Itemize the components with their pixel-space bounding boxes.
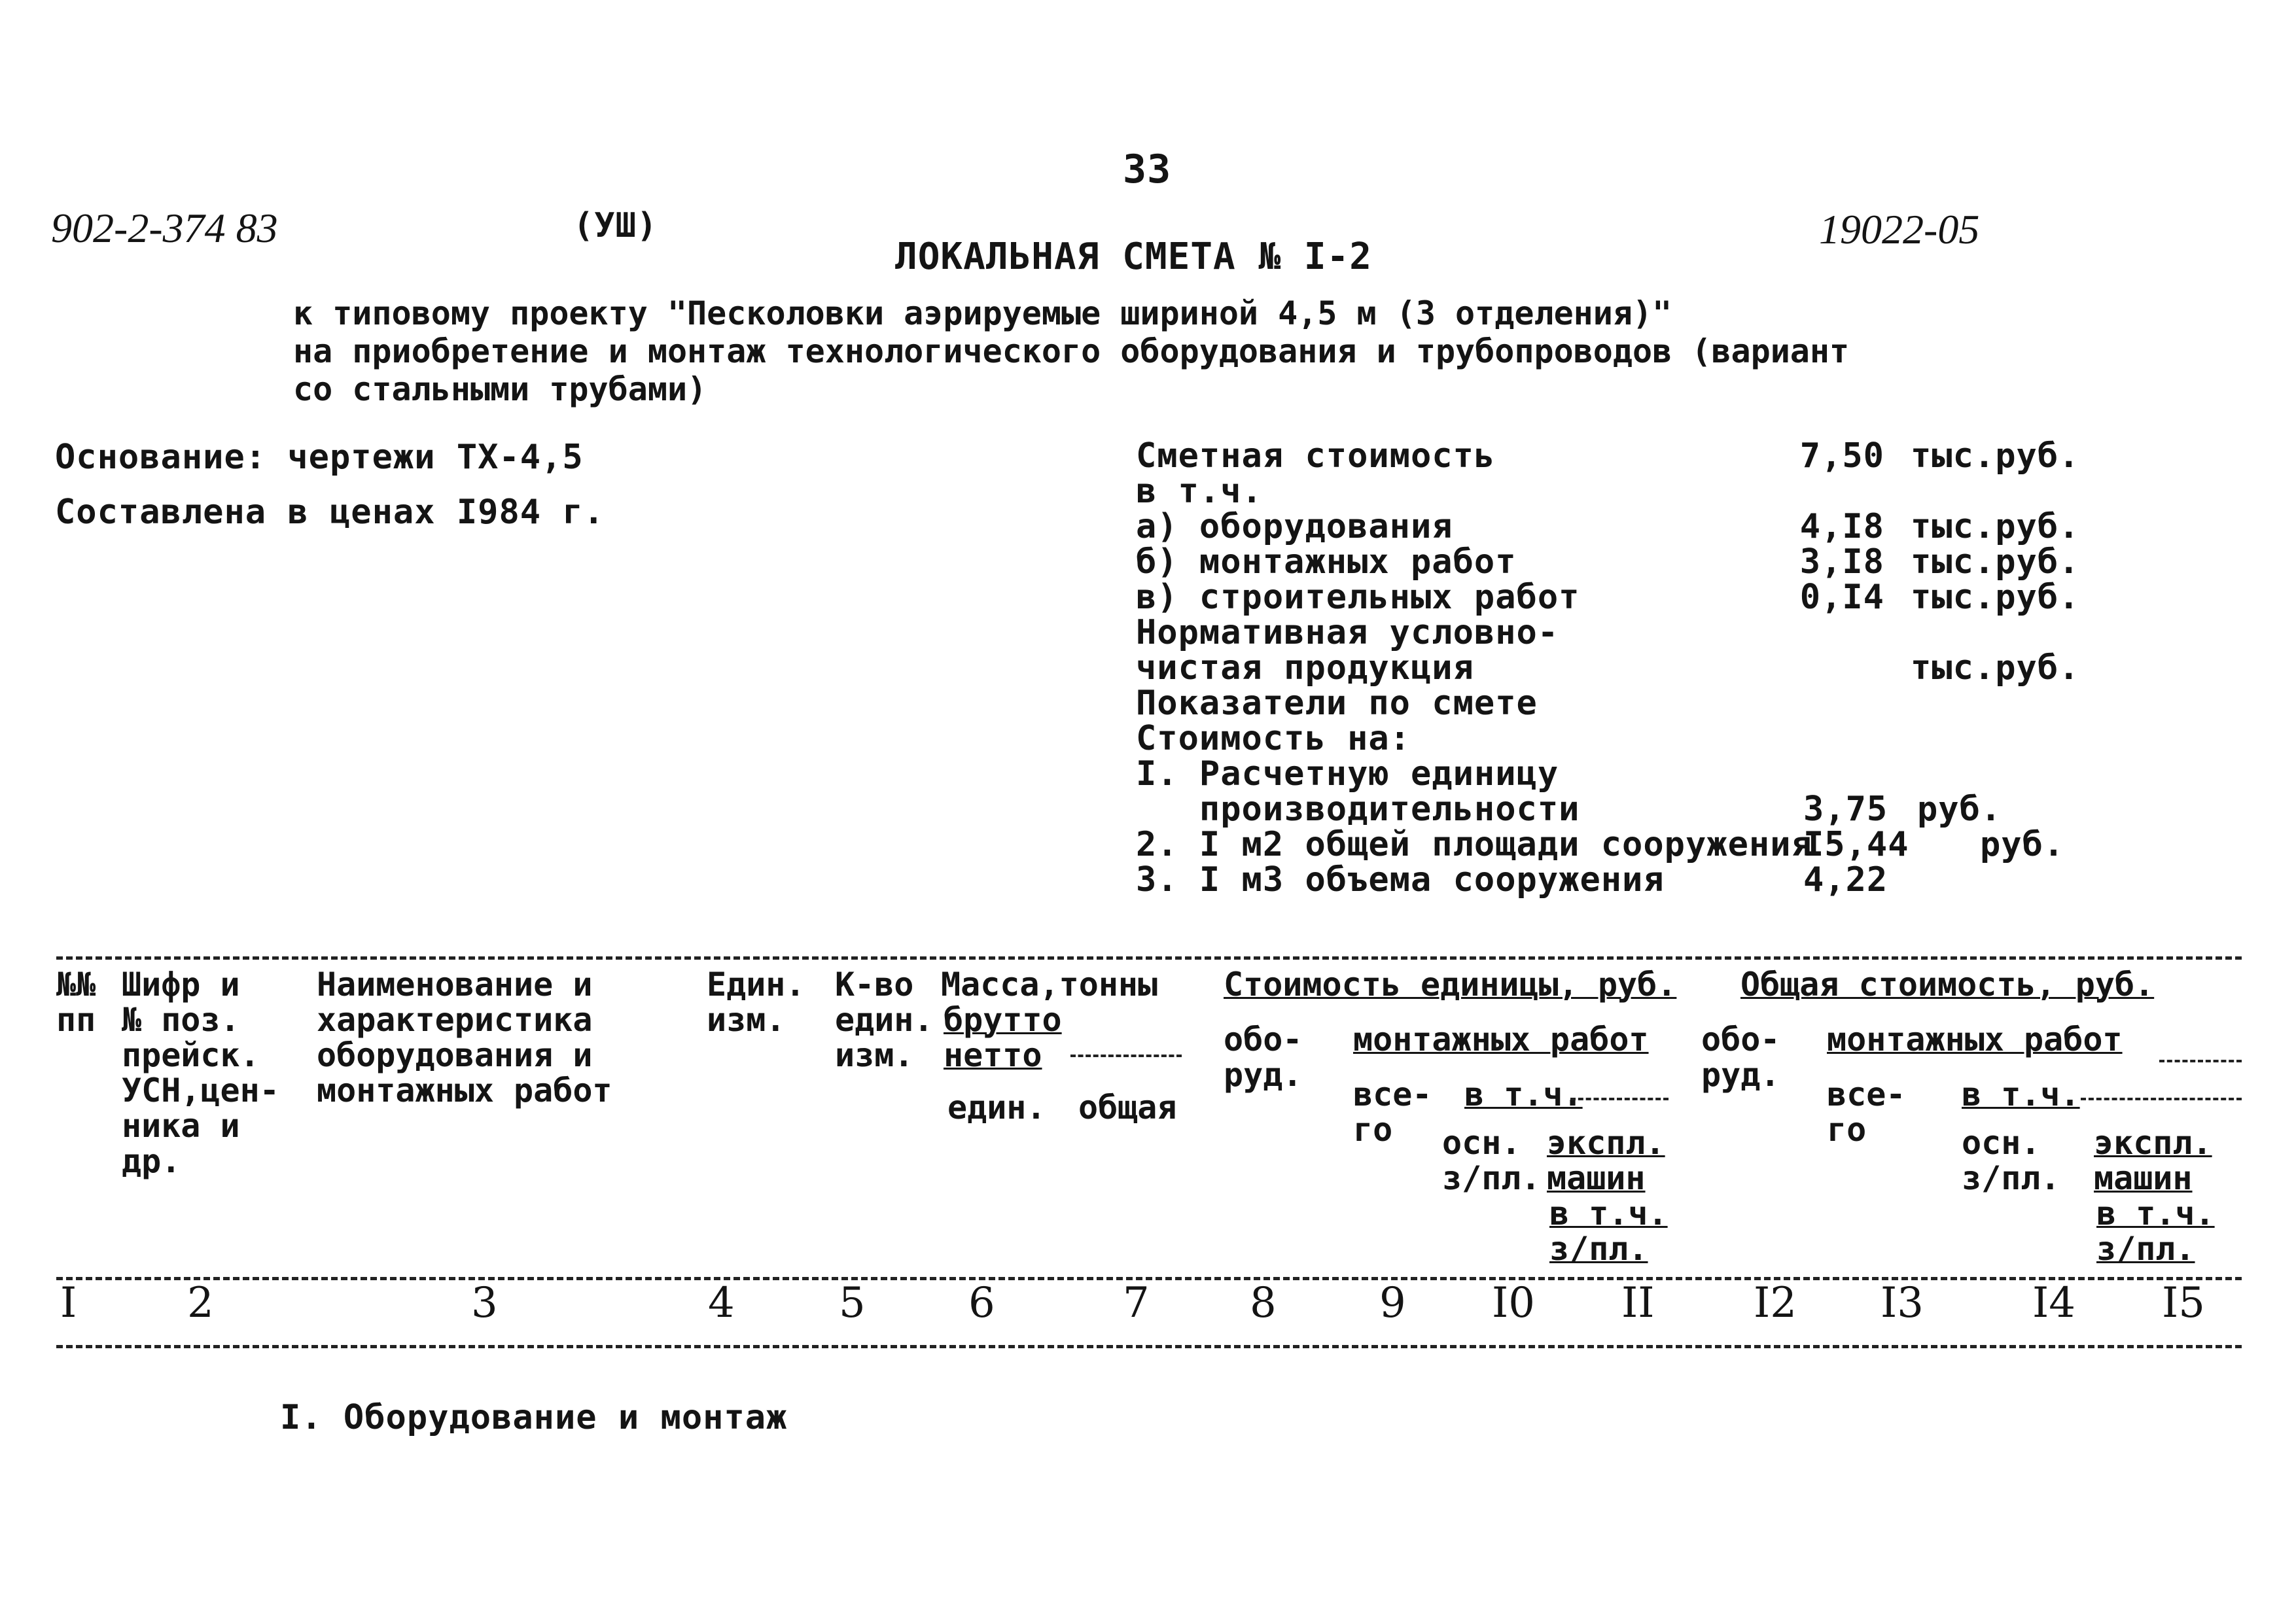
cost-label: б) монтажных работ [1136, 542, 1517, 582]
cost-value: 7,50 [1799, 436, 1884, 476]
total-base-wage-label: осн. з/пл. [1962, 1124, 2060, 1197]
cost-unit: тыс.руб. [1911, 436, 2080, 476]
total-total-label: все- го [1827, 1075, 1906, 1149]
cost-unit: тыс.руб. [1911, 648, 2080, 688]
cost-label: производительности [1136, 790, 1580, 829]
column-number: I2 [1754, 1279, 1797, 1327]
cost-label: Стоимость на: [1136, 719, 1411, 758]
unit-equipment-label: обо- руд. [1224, 1021, 1303, 1094]
cost-unit: тыс.руб. [1911, 507, 2080, 546]
column-number: 9 [1379, 1279, 1406, 1327]
column-number: 3 [471, 1279, 498, 1327]
inventory-number: 19022-05 [1819, 206, 1980, 253]
total-machines-wage-label: в т.ч. з/пл. [2096, 1195, 2215, 1268]
col-unit-header: Един. изм. [707, 966, 805, 1039]
column-number: I0 [1492, 1279, 1535, 1327]
column-number: 6 [968, 1279, 995, 1327]
unit-cost-header: Стоимость единицы, руб. [1224, 966, 1677, 1003]
cost-label: чистая продукция [1136, 648, 1474, 688]
cost-label: Нормативная условно- [1136, 613, 1559, 652]
cost-value: 3,I8 [1799, 542, 1884, 582]
column-number: 2 [187, 1279, 214, 1327]
subtitle-line-3: со стальными трубами) [293, 370, 707, 408]
mass-total-label: общая [1078, 1089, 1177, 1126]
subtitle-line-2: на приобретение и монтаж технологического оборудования и трубопроводов (вариант [293, 332, 1850, 370]
cost-unit: тыс.руб. [1911, 578, 2080, 617]
unit-machines-wage-label: в т.ч. з/пл. [1549, 1195, 1668, 1268]
table-top-rule [56, 956, 2242, 960]
total-equipment-label: обо- руд. [1701, 1021, 1780, 1094]
subtitle-line-1: к типовому проекту "Песколовки аэрируемые шириной 4,5 м (3 отделения)" [293, 294, 1672, 332]
total-including-rule [2081, 1098, 2242, 1100]
column-number: II [1621, 1279, 1655, 1327]
column-number: 7 [1123, 1279, 1150, 1327]
unit-base-wage-label: осн. з/пл. [1442, 1124, 1541, 1197]
mass-netto-label: нетто [944, 1036, 1042, 1074]
unit-including-rule [1570, 1098, 1669, 1100]
column-number: 4 [708, 1279, 735, 1327]
project-code: 902-2-374 83 [51, 205, 278, 251]
basis-text: Основание: чертежи ТХ-4,5 [55, 438, 584, 477]
column-number: I3 [1881, 1279, 1924, 1327]
cost-label: а) оборудования [1136, 507, 1453, 546]
total-including-label: в т.ч. [1962, 1075, 2080, 1113]
page-number: 33 [1123, 147, 1172, 192]
column-number: I4 [2032, 1279, 2075, 1327]
cost-label: Сметная стоимость [1136, 436, 1496, 476]
column-number: I5 [2162, 1279, 2205, 1327]
column-number: 5 [839, 1279, 866, 1327]
total-cost-header: Общая стоимость, руб. [1740, 966, 2155, 1003]
col-code-header: Шифр и № поз. прейск. УСН,цен- ника и др. [122, 966, 279, 1180]
total-machines-label: экспл. машин [2094, 1124, 2212, 1197]
cost-unit: тыс.руб. [1911, 542, 2080, 582]
unit-including-label: в т.ч. [1464, 1075, 1583, 1113]
section-title: I. Оборудование и монтаж [280, 1398, 788, 1437]
col-name-header: Наименование и характеристика оборудования и монтажных работ [317, 966, 612, 1109]
col-mass-header: Масса,тонны [941, 966, 1158, 1003]
total-mounting-label: монтажных работ [1827, 1021, 2123, 1058]
col-number-header: №№ пп [56, 966, 96, 1039]
table-bottom-rule [56, 1345, 2242, 1348]
total-mounting-rule [2159, 1060, 2242, 1062]
cost-value: 4,I8 [1799, 507, 1884, 546]
cost-label: 3. I м3 объема сооружения [1136, 860, 1665, 899]
cost-value: 0,I4 [1799, 578, 1884, 617]
col-qty-header: К-во един. изм. [835, 966, 934, 1074]
mass-brutto-label: брутто [944, 1001, 1062, 1039]
cost-value: 4,22 [1803, 860, 1888, 899]
column-number: I [60, 1279, 77, 1327]
cost-value: I5,44 [1803, 825, 1909, 864]
mass-netto-rule [1070, 1055, 1182, 1057]
document-title: ЛОКАЛЬНАЯ СМЕТА № I-2 [895, 236, 1373, 278]
cost-label: в) строительных работ [1136, 578, 1580, 617]
unit-machines-label: экспл. машин [1547, 1124, 1665, 1197]
mass-unit-label: един. [947, 1089, 1046, 1126]
cost-label: 2. I м2 общей площади сооружения [1136, 825, 1812, 864]
cost-value: 3,75 [1803, 790, 1888, 829]
column-number: 8 [1250, 1279, 1277, 1327]
cost-unit: руб. [1980, 825, 2065, 864]
album-number: (УШ) [573, 206, 658, 245]
unit-total-label: все- го [1353, 1075, 1432, 1149]
prices-text: Составлена в ценах I984 г. [55, 493, 605, 532]
cost-unit: руб. [1917, 790, 2002, 829]
cost-label: Показатели по смете [1136, 684, 1538, 723]
cost-label: в т.ч. [1136, 472, 1263, 511]
cost-label: I. Расчетную единицу [1136, 754, 1559, 794]
unit-mounting-label: монтажных работ [1353, 1021, 1649, 1058]
